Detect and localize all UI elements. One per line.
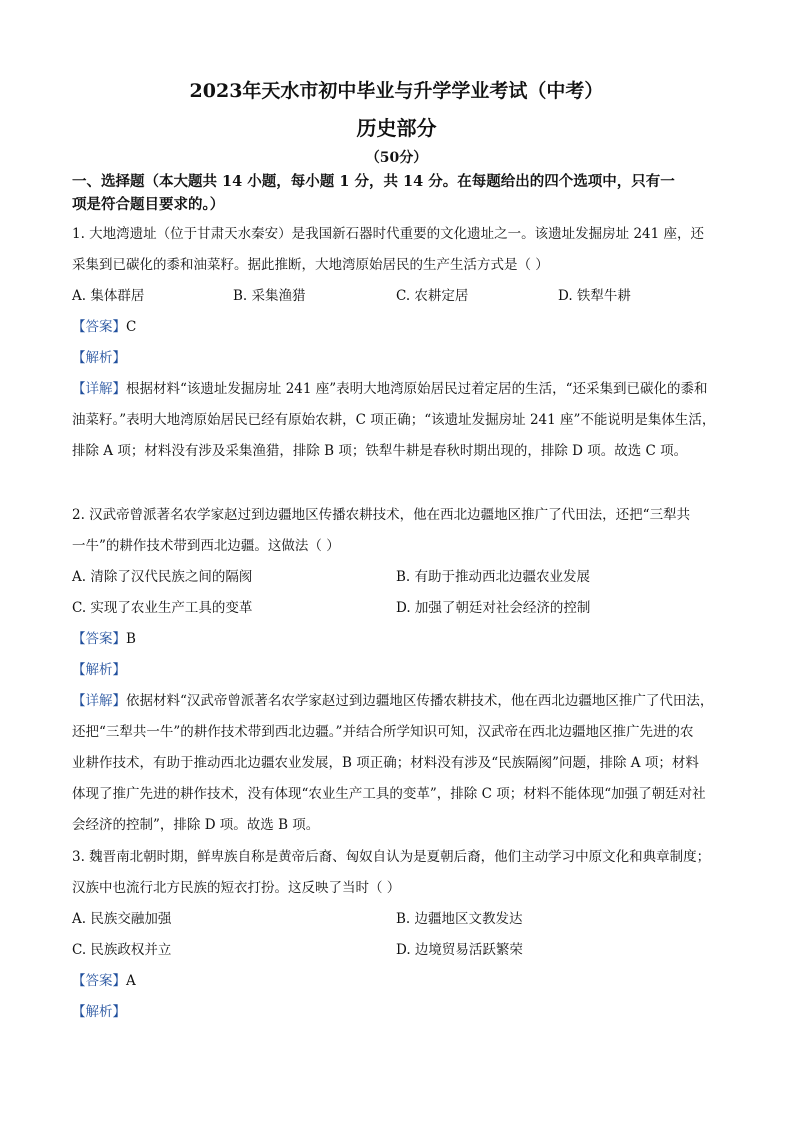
q2-answer: 【答案】B [72,631,136,647]
section-heading-line1: 一、选择题（本大题共 14 小题，每小题 1 分，共 14 分。在每题给出的四个选项中，只有一 [72,173,675,190]
q1-analysis-tag: 【解析】 [72,350,126,366]
q2-detail-line3: 业耕作技术，有助于推动西北边疆农业发展，B 项正确；材料没有涉及“民族隔阂”问题，排除 A 项；材料 [72,755,699,771]
detail-tag: 【详解】 [72,381,126,397]
score-note: （50分） [365,150,428,166]
q2-stem-line2: 一牛”的耕作技术带到西北边疆。这做法（ ） [72,538,340,554]
q2-option-a: A. 清除了汉代民族之间的隔阂 [72,569,253,585]
q1-answer-value: C [126,319,137,335]
q1-answer [72,317,724,337]
q2-stem-line1: 2. 汉武帝曾派著名农学家赵过到边疆地区传播农耕技术，他在西北边疆地区推广了代田法，还把“三犁共 [72,507,691,523]
q1-stem-line2: 采集到已碳化的黍和油菜籽。据此推断，大地湾原始居民的生产生活方式是（ ） [72,257,549,273]
q2-option-d: D. 加强了朝廷对社会经济的控制 [396,600,591,616]
q3-option-a: A. 民族交融加强 [72,911,172,927]
q2-answer-value: B [126,631,136,647]
q2-option-c: C. 实现了农业生产工具的变革 [72,600,253,616]
q1-option-b: B. 采集渔猎 [233,288,306,304]
q2-analysis-tag: 【解析】 [72,662,126,678]
q1-option-a: A. 集体群居 [72,288,145,304]
q3-option-d: D. 边境贸易活跃繁荣 [396,942,523,958]
q1-option-d: D. 铁犁牛耕 [558,288,631,304]
q1-detail-line1: 【详解】根据材料“该遗址发掘房址 241 座”表明大地湾原始居民过着定居的生活，“还采集到已碳化的黍和 [72,381,708,397]
q1-detail-line3: 排除 A 项；材料没有涉及采集渔猎，排除 B 项；铁犁牛耕是春秋时期出现的，排除 D 项。故选 C 项。 [72,443,688,459]
q1-detail-line2: 油菜籽。”表明大地湾原始居民已经有原始农耕，C 项正确；“该遗址发掘房址 241 座”不能说明是集体生活， [72,412,716,428]
answer-tag: 【答案】 [72,319,126,335]
q3-stem-line2: 汉族中也流行北方民族的短衣打扮。这反映了当时（ ） [72,880,401,896]
q1-option-c: C. 农耕定居 [396,288,469,304]
q2-detail-line4: 体现了推广先进的耕作技术，没有体现“农业生产工具的变革”，排除 C 项；材料不能体现“加强了朝廷对社 [72,786,706,802]
q3-answer-value: A [126,973,136,989]
q3-option-c: C. 民族政权并立 [72,942,172,958]
q1-stem-line1: 1. 大地湾遗址（位于甘肃天水秦安）是我国新石器时代重要的文化遗址之一。该遗址发掘房址 241 座，还 [72,226,705,242]
q3-stem-line1: 3. 魏晋南北朝时期，鲜卑族自称是黄帝后裔、匈奴自认为是夏朝后裔，他们主动学习中原文化和典章制度； [72,849,711,865]
exam-title: 2023年天水市初中毕业与升学学业考试（中考） [189,80,604,102]
section-heading-line2: 项是符合题目要求的。） [72,196,225,213]
subject-title: 历史部分 [356,116,437,140]
q2-detail-line2: 还把“三犁共一牛”的耕作技术带到西北边疆。”并结合所学知识可知，汉武帝在西北边疆地区推广先进的农 [72,724,694,740]
q2-option-b: B. 有助于推动西北边疆农业发展 [396,569,591,585]
q3-option-b: B. 边疆地区文教发达 [396,911,523,927]
q3-analysis-tag: 【解析】 [72,1004,126,1020]
q2-detail-line1: 【详解】依据材料“汉武帝曾派著名农学家赵过到边疆地区传播农耕技术，他在西北边疆地区推广了代田法， [72,693,714,709]
q2-detail-line5: 会经济的控制”，排除 D 项。故选 B 项。 [72,817,320,833]
q3-answer: 【答案】A [72,973,136,989]
